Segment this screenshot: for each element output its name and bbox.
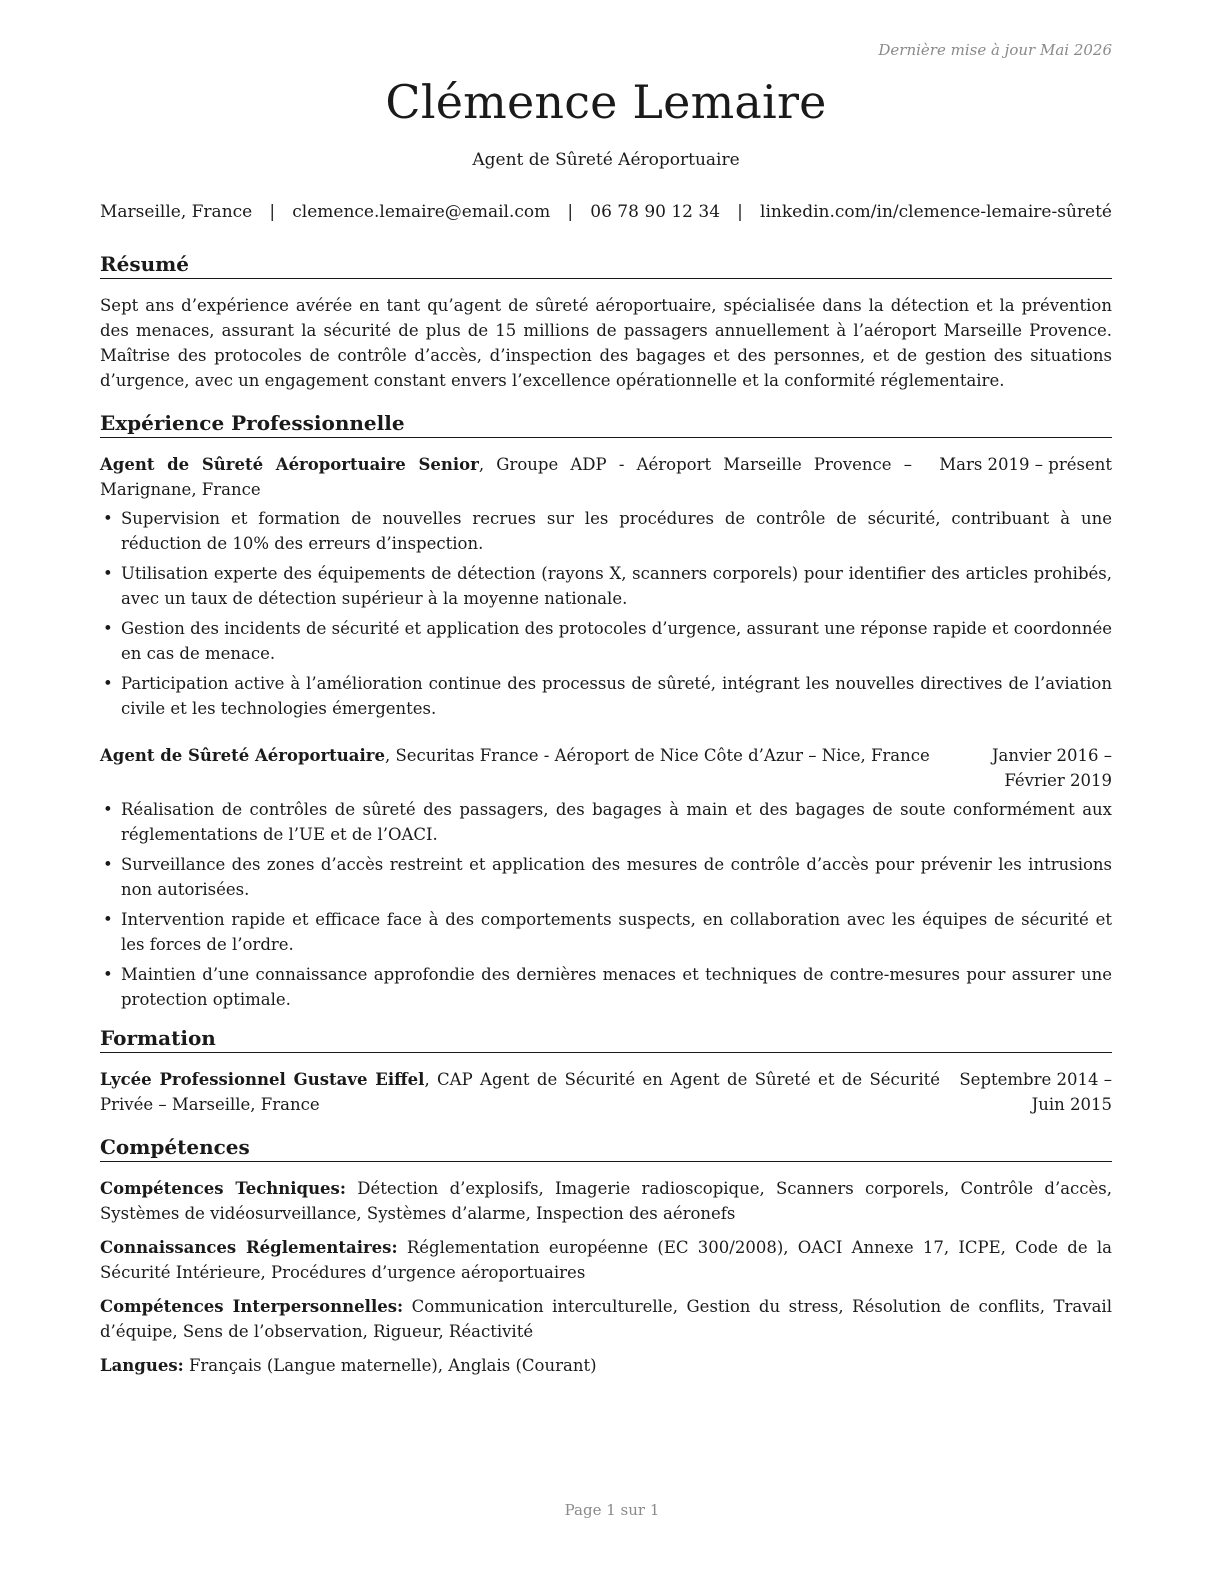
contact-email[interactable]: clemence.lemaire@email.com (292, 202, 551, 222)
bullet-icon: • (103, 855, 113, 874)
list-item: • Participation active à l’amélioration continue des processus de sûreté, intégrant les nouvelles directives de l’aviation civile et les technologies émergentes. (100, 671, 1112, 721)
experience-entry (100, 452, 1112, 721)
page-number: Page 1 sur 1 (564, 1501, 660, 1519)
section-heading-experience: Expérience Professionnelle (100, 409, 1112, 438)
contact-separator: | (737, 202, 743, 222)
bullet-icon: • (103, 800, 113, 819)
school-name: Lycée Professionnel Gustave Eiffel (100, 1070, 425, 1089)
contact-separator: | (567, 202, 574, 222)
job-role: Agent de Sûreté Aéroportuaire (100, 746, 385, 765)
bullet-icon: • (103, 564, 113, 583)
skills-list (100, 1176, 1112, 1378)
contact-separator: | (269, 202, 276, 222)
experience-entry-header (100, 743, 1112, 793)
job-dates: Mars 2019 – présent (939, 455, 1112, 474)
list-item: • Utilisation experte des équipements de détection (rayons X, scanners corporels) pour identifier des articles prohibés, avec un taux de détection supérieur à la moyenne nationale. (100, 561, 1112, 611)
list-item: • Réalisation de contrôles de sûreté des passagers, des bagages à main et des bagages de soute conformément aux réglementations de l’UE et de l’OACI. (100, 797, 1112, 847)
experience-entry (100, 743, 1112, 1012)
list-item: • Gestion des incidents de sécurité et application des protocoles d’urgence, assurant une réponse rapide et coordonnée en cas de menace. (100, 616, 1112, 666)
degree-details: , CAP Agent de Sécurité en Agent de Sûreté et de Sécurité Privée – Marseille, France (100, 1070, 940, 1114)
experience-entry-header (100, 452, 1112, 502)
bullet-icon: • (103, 965, 113, 984)
bullet-icon: • (103, 910, 113, 929)
section-heading-skills: Compétences (100, 1133, 1112, 1162)
bullet-icon: • (103, 674, 113, 693)
skill-row: Compétences Interpersonnelles: Communication interculturelle, Gestion du stress, Résolution de conflits, Travail d’équipe, Sens de l’observation, Rigueur, Réactivité (100, 1297, 1112, 1341)
section-heading-summary: Résumé (100, 250, 1112, 279)
job-bullets (100, 506, 1112, 721)
resume-page (100, 40, 1112, 1387)
summary-text: Sept ans d’expérience avérée en tant qu’agent de sûreté aéroportuaire, spécialisée dans la détection et la prévention des menaces, assurant la sécurité de plus de 15 millions de passagers annuellement à l’aéroport Marseille Provence. Maîtrise des protocoles de contrôle d’accès, d’inspection des bagages et des personnes, et de gestion des situations d’urgence, avec un engagement constant envers l’excellence opérationnelle et la conformité réglementaire. (100, 296, 1112, 390)
skill-row: Connaissances Réglementaires: Réglementation européenne (EC 300/2008), OACI Annexe 17, ICPE, Code de la Sécurité Intérieure, Procédures d’urgence aéroportuaires (100, 1238, 1112, 1282)
list-item: • Surveillance des zones d’accès restreint et application des mesures de contrôle d’accès pour prévenir les intrusions non autorisées. (100, 852, 1112, 902)
experience-entry-title (100, 452, 912, 502)
education-entry-title (100, 1067, 940, 1117)
list-item: • Maintien d’une connaissance approfondie des dernières menaces et techniques de contre-mesures pour assurer une protection optimale. (100, 962, 1112, 1012)
contact-line (100, 200, 1112, 224)
skill-row: Compétences Techniques: Détection d’explosifs, Imagerie radioscopique, Scanners corporels, Contrôle d’accès, Systèmes de vidéosurveillance, Systèmes d’alarme, Inspection des aéronefs (100, 1179, 1112, 1223)
section-heading-education: Formation (100, 1024, 1112, 1053)
job-role: Agent de Sûreté Aéroportuaire Senior (100, 455, 479, 474)
contact-phone: 06 78 90 12 34 (590, 202, 721, 222)
job-title: Agent de Sûreté Aéroportuaire (472, 150, 740, 170)
education-entry (100, 1067, 1112, 1117)
job-employer: , Groupe ADP - Aéroport Marseille Provence – Marignane, France (100, 455, 912, 499)
list-item: • Supervision et formation de nouvelles recrues sur les procédures de contrôle de sécurité, contribuant à une réduction de 10% des erreurs d’inspection. (100, 506, 1112, 556)
candidate-name: Clémence Lemaire (385, 75, 827, 129)
experience-entry-title (100, 743, 940, 793)
job-employer: , Securitas France - Aéroport de Nice Côte d’Azur – Nice, France (384, 746, 930, 765)
contact-location: Marseille, France (100, 202, 253, 222)
job-dates: Janvier 2016 – Février 2019 (991, 746, 1112, 790)
contact-linkedin[interactable]: linkedin.com/in/clemence-lemaire-sûreté (760, 202, 1112, 222)
bullet-icon: • (103, 509, 113, 528)
education-dates: Septembre 2014 – Juin 2015 (959, 1070, 1112, 1114)
skill-row: Langues: Français (Langue maternelle), Anglais (Courant) (100, 1356, 597, 1375)
job-bullets (100, 797, 1112, 1012)
last-updated: Dernière mise à jour Mai 2026 (878, 41, 1112, 59)
list-item: • Intervention rapide et efficace face à des comportements suspects, en collaboration avec les équipes de sécurité et les forces de l’ordre. (100, 907, 1112, 957)
bullet-icon: • (103, 619, 113, 638)
